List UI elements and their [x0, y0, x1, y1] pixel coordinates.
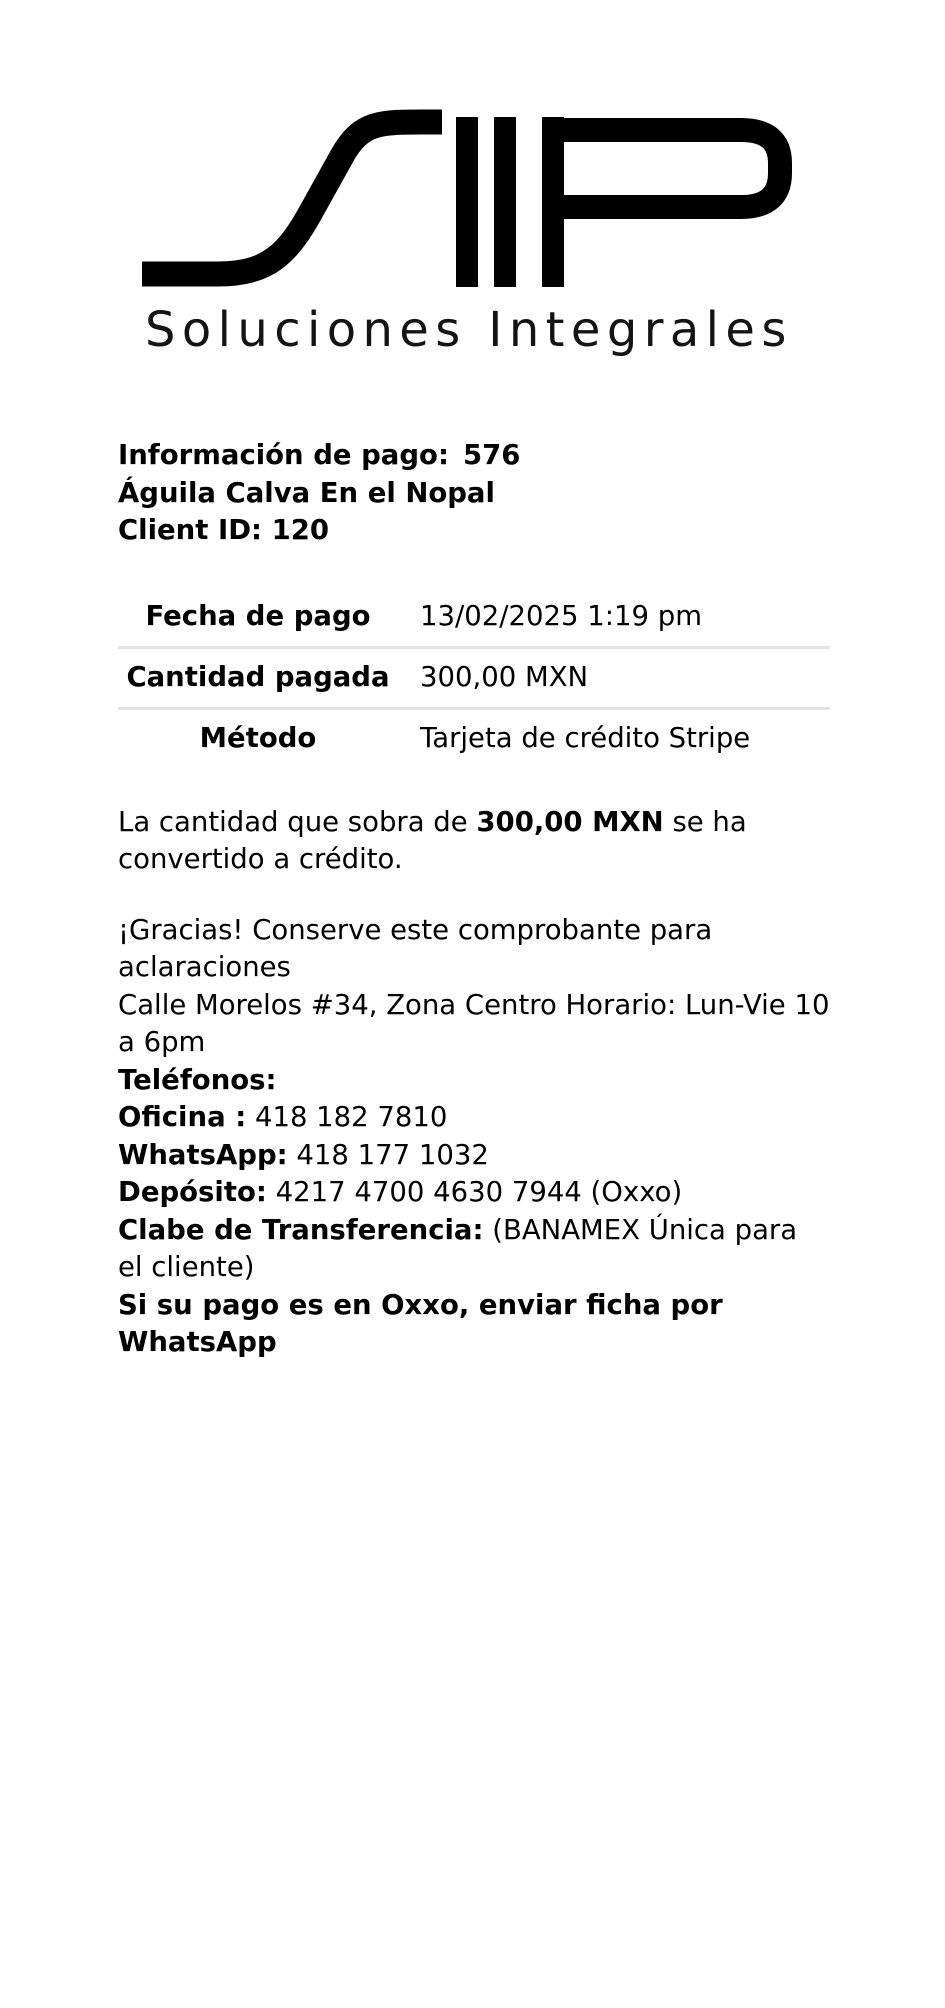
- table-row: [118, 647, 830, 708]
- payment-method-label: Método: [118, 708, 398, 768]
- oxxo-note: Si su pago es en Oxxo, enviar ficha por WhatsApp: [118, 1288, 723, 1358]
- client-id-label: Client ID:: [118, 514, 263, 546]
- payment-number: 576: [462, 439, 521, 471]
- receipt-footer: [118, 912, 830, 1362]
- payment-info-title: Información de pago:: [118, 439, 449, 471]
- whatsapp-value: 418 177 1032: [296, 1138, 489, 1171]
- phones-label: Teléfonos:: [118, 1063, 277, 1096]
- transfer-label: Clabe de Transferencia:: [118, 1213, 484, 1246]
- amount-paid-value: 300,00 MXN: [398, 647, 830, 708]
- client-id-value: 120: [271, 514, 330, 546]
- logo-caption: Soluciones Integrales: [145, 302, 793, 358]
- payment-date-value: 13/02/2025 1:19 pm: [420, 599, 702, 632]
- table-row: [118, 708, 830, 768]
- receipt-body: [118, 437, 830, 1362]
- credit-amount: 300,00 MXN: [476, 805, 664, 838]
- transfer-value: (BANAMEX Única para el cliente): [118, 1213, 798, 1283]
- payment-details-table: [118, 588, 830, 768]
- credit-note-prefix: La cantidad que sobra de: [118, 805, 477, 838]
- payment-info-header: [118, 437, 830, 550]
- credit-note: [118, 804, 830, 879]
- office-phone-label: Oficina :: [118, 1101, 247, 1133]
- deposit-label: Depósito:: [118, 1176, 267, 1208]
- payment-method-value: Tarjeta de crédito Stripe: [398, 708, 830, 768]
- business-address: Calle Morelos #34, Zona Centro Horario: Lun-Vie 10 a 6pm: [118, 988, 830, 1058]
- payment-date-label: Fecha de pago: [145, 599, 371, 632]
- thanks-message: ¡Gracias! Conserve este comprobante para aclaraciones: [118, 913, 713, 983]
- credit-note-suffix: se ha convertido a crédito.: [118, 805, 747, 875]
- amount-paid-label: Cantidad pagada: [118, 647, 398, 708]
- table-row: [118, 588, 830, 648]
- whatsapp-label: WhatsApp:: [118, 1138, 288, 1171]
- deposit-value: 4217 4700 4630 7944 (Oxxo): [275, 1176, 683, 1208]
- client-name: Águila Calva En el Nopal: [118, 476, 495, 509]
- sip-logo-mark: [136, 108, 800, 298]
- office-phone-value: 418 182 7810: [254, 1101, 448, 1133]
